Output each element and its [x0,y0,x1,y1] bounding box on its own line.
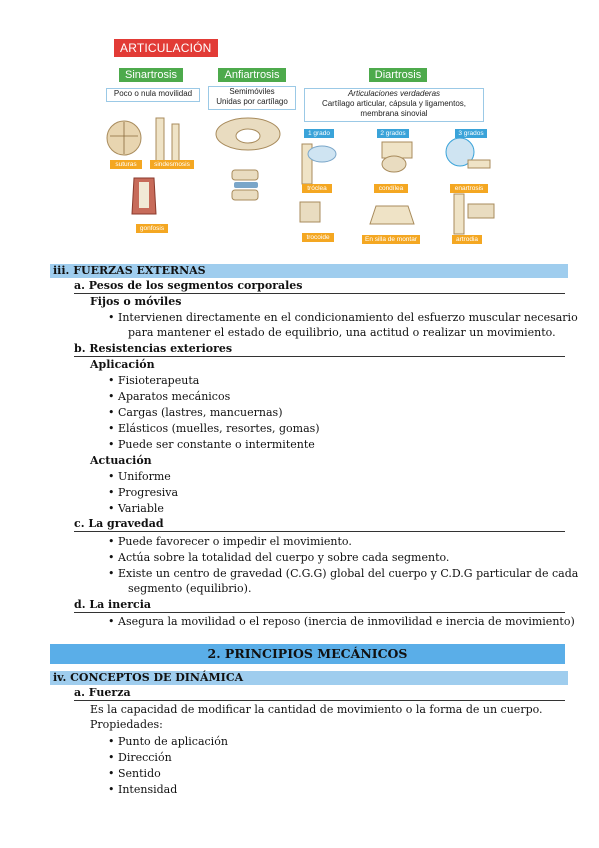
properties-label: Propiedades: [90,718,163,731]
grade-3: 3 grados [455,129,487,138]
tag-enartrosis: enartrosis [450,184,488,193]
list-item: • Asegura la movilidad o el reposo (inercia de inmovilidad e inercia de movimiento) [118,615,575,629]
list-item: • Intensidad [118,783,177,797]
grade-1: 1 grado [304,129,334,138]
desc-sinartrosis: Poco o nula movilidad [106,88,200,102]
subheading-fijos: Fijos o móviles [90,295,182,308]
divider [74,531,565,532]
divider [74,612,565,613]
divider [74,356,565,357]
section-iv-bar: iv. CONCEPTOS DE DINÁMICA [50,671,568,685]
list-item: • Progresiva [118,486,178,500]
list-item: • Puede favorecer o impedir el movimiento. [118,535,352,549]
list-item: • Dirección [118,751,172,765]
section-iii-bar: iii. FUERZAS EXTERNAS [50,264,568,278]
tag-condilea: condílea [374,184,408,193]
list-item: • Puede ser constante o intermitente [118,438,315,452]
list-item: • Existe un centro de gravedad (C.G.G) global del cuerpo y C.D.G particular de cada [118,567,578,581]
category-diartrosis: Diartrosis [369,68,427,82]
tag-trocoide: trocoide [302,233,334,242]
list-item: • Actúa sobre la totalidad del cuerpo y sobre cada segmento. [118,551,449,565]
heading-a-pesos: a. Pesos de los segmentos corporales [74,279,303,292]
tag-silla-de-montar: En silla de montar [362,235,420,244]
desc-diartrosis: Articulaciones verdaderas Cartílago articular, cápsula y ligamentos, membrana sinovial [304,88,484,122]
bullet-item: • Intervienen directamente en el condicionamiento del esfuerzo muscular necesario [118,311,578,325]
list-item: • Elásticos (muelles, resortes, gomas) [118,422,320,436]
list-item: • Variable [118,502,164,516]
list-item: • Punto de aplicación [118,735,228,749]
list-item: • Fisioterapeuta [118,374,199,388]
tag-artrodia: artrodia [452,235,482,244]
bullet-continuation: segmento (equilibrio). [128,582,252,595]
desc-anfiartrosis: Semimóviles Unidas por cartílago [208,86,296,110]
heading-c-gravedad: c. La gravedad [74,517,164,530]
tag-troclea: tróclea [302,184,332,193]
tag-sindesmosis: sindesmosis [150,160,194,169]
definition-text: Es la capacidad de modificar la cantidad de movimiento o la forma de un cuerpo. [90,703,543,716]
heading-d-inercia: d. La inercia [74,598,152,611]
list-item: • Sentido [118,767,161,781]
articulation-figure [104,36,504,248]
subheading-actuacion: Actuación [90,454,152,467]
list-item: • Uniforme [118,470,171,484]
grade-2: 2 grados [377,129,409,138]
section-2-bar: 2. PRINCIPIOS MECÁNICOS [50,644,565,664]
divider [74,293,565,294]
list-item: • Aparatos mecánicos [118,390,230,404]
subheading-aplicacion: Aplicación [90,358,155,371]
list-item: • Cargas (lastres, mancuernas) [118,406,282,420]
figure-title: ARTICULACIÓN [114,39,218,57]
heading-a-fuerza: a. Fuerza [74,686,131,699]
category-anfiartrosis: Anfiartrosis [218,68,286,82]
tag-suturas: suturas [110,160,142,169]
heading-b-resistencias: b. Resistencias exteriores [74,342,233,355]
tag-gonfosis: gonfosis [136,224,168,233]
category-sinartrosis: Sinartrosis [119,68,183,82]
bullet-continuation: para mantener el estado de equilibrio, una actitud o realizar un movimiento. [128,326,556,339]
divider [74,700,565,701]
